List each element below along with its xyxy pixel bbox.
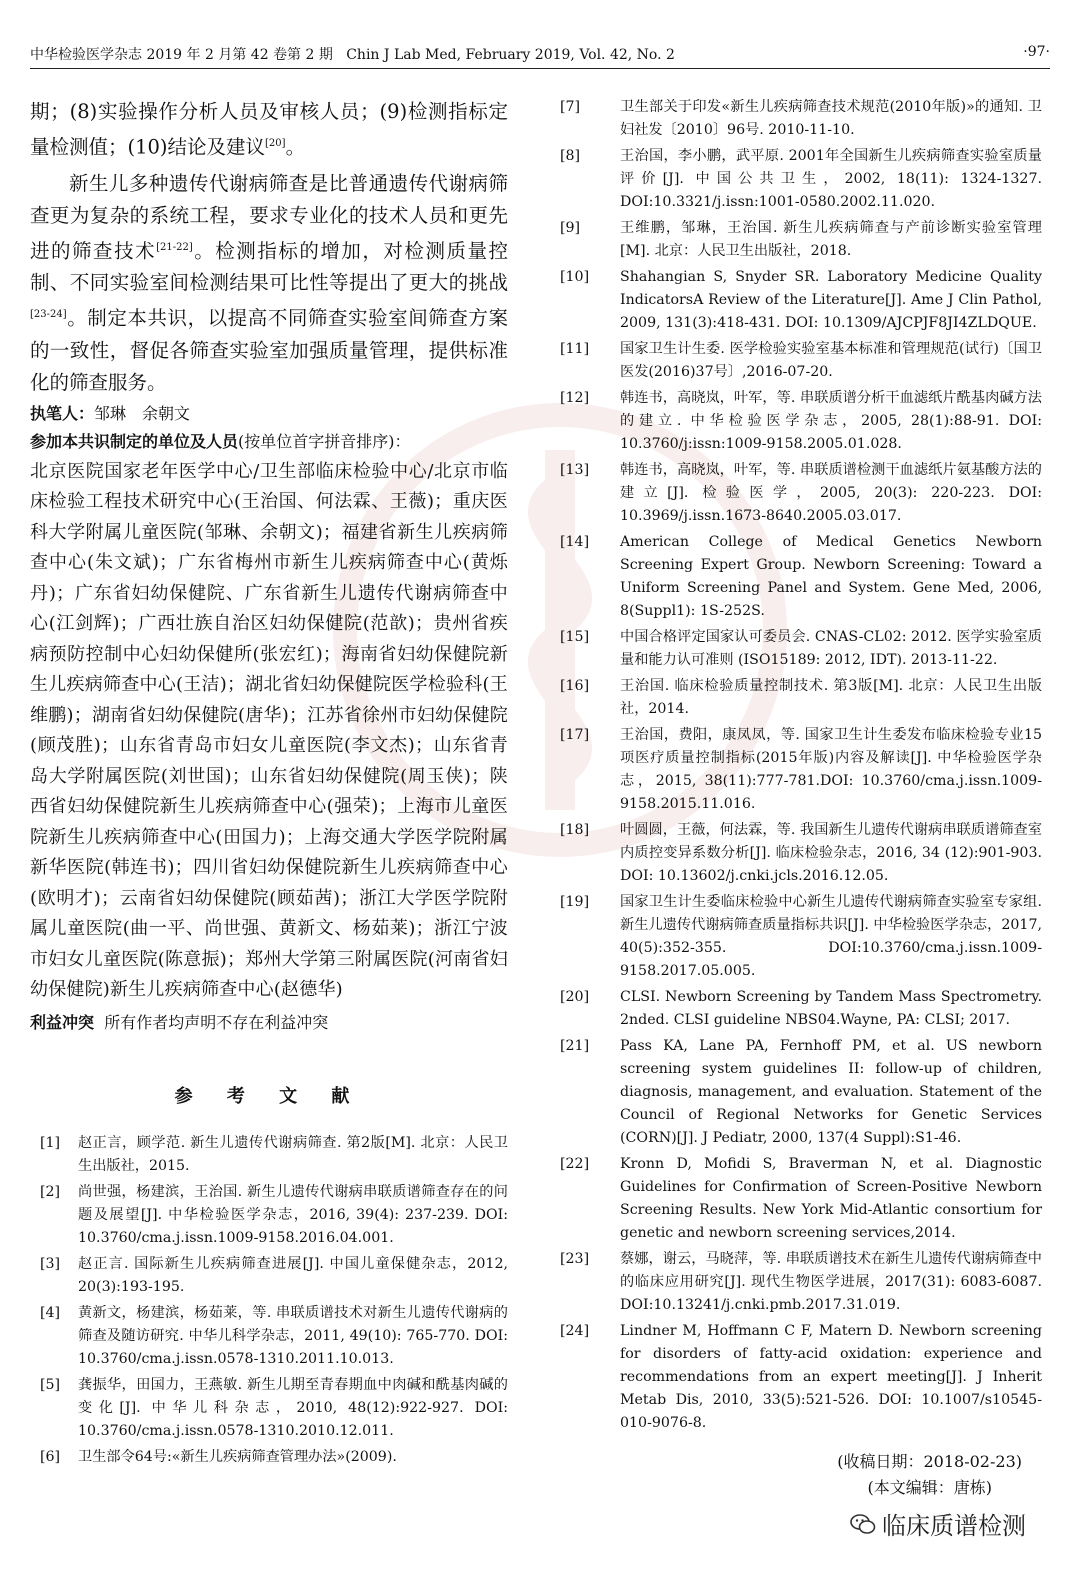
reference-number: [24] — [560, 1323, 590, 1339]
reference-number: [12] — [560, 390, 590, 406]
reference-text: 王维鹏，邹琳，王治国. 新生儿疾病筛查与产前诊断实验室管理[M]. 北京：人民卫生出版社，2018. — [620, 220, 1042, 259]
reference-number: [3] — [40, 1255, 61, 1272]
reference-item — [30, 1302, 508, 1371]
reference-item — [560, 531, 1042, 623]
reference-number: [10] — [560, 269, 590, 285]
reference-text: 韩连书，高晓岚，叶军，等. 串联质谱检测干血滤纸片氨基酸方法的建立[J]. 检验医学，2005, 20(3): 220-223. DOI: 10.3969/j.issn.1673-8640.2005.03.017. — [620, 462, 1042, 524]
right-column — [560, 96, 1042, 1501]
running-header — [30, 44, 1050, 69]
reference-text: 韩连书，高晓岚，叶军，等. 串联质谱分析干血滤纸片酰基肉碱方法的建立. 中华检验医学杂志，2005, 28(1):88-91. DOI: 10.3760/j:issn:1009-9158.2005.01.028. — [620, 390, 1042, 452]
reference-number: [18] — [560, 822, 590, 838]
reference-number: [13] — [560, 462, 590, 478]
reference-number: [7] — [560, 99, 581, 115]
citation: [20] — [265, 138, 286, 149]
reference-item — [30, 1374, 508, 1443]
reference-number: [15] — [560, 629, 590, 645]
citation: [21-22] — [156, 241, 193, 253]
reference-item — [560, 338, 1042, 384]
reference-list-right — [560, 96, 1042, 1435]
brand-name: 临床质谱检测 — [882, 1512, 1026, 1540]
paragraph-2 — [30, 168, 508, 399]
reference-number: [22] — [560, 1156, 590, 1172]
reference-number: [2] — [40, 1183, 61, 1200]
paragraph-1 — [30, 96, 508, 164]
reference-number: [21] — [560, 1038, 590, 1054]
para2b-text: 。检测指标的增加，对检测质量控制、不同实验室间检测结果可比性等提出了更大的挑战 — [30, 239, 508, 294]
reference-text: 尚世强，杨建滨，王治国. 新生儿遗传代谢病串联质谱筛查存在的问题及展望[J]. 中华检验医学杂志，2016, 39(4): 237-239. DOI: 10.3760/cma.j.issn.1009-9158.2016.04.001. — [78, 1183, 508, 1246]
reference-text: 黄新文，杨建滨，杨茹莱，等. 串联质谱技术对新生儿遗传代谢病的筛查及随访研究. 中华儿科学杂志，2011, 49(10): 765-770. DOI: 10.3760/cma.j.issn.0578-1310.2011.10.013. — [78, 1304, 508, 1367]
reference-number: [20] — [560, 989, 590, 1005]
writers-line — [30, 401, 508, 427]
conflict-label: 利益冲突 — [30, 1012, 95, 1032]
reference-item — [560, 387, 1042, 456]
reference-text: 中国合格评定国家认可委员会. CNAS-CL02: 2012. 医学实验室质量和能力认可准则 (ISO15189: 2012, IDT). 2013-11-22. — [620, 629, 1042, 668]
reference-number: [16] — [560, 678, 590, 694]
reference-text: 国家卫生计生委. 医学检验实验室基本标准和管理规范(试行)〔国卫医发(2016)37号〕,2016-07-20. — [620, 341, 1042, 380]
reference-item — [560, 145, 1042, 214]
reference-text: 赵正言. 国际新生儿疾病筛查进展[J]. 中国儿童保健杂志，2012, 20(3):193-195. — [78, 1255, 508, 1295]
reference-number: [1] — [40, 1134, 61, 1151]
reference-text: 国家卫生计生委临床检验中心新生儿遗传代谢病筛查实验室专家组. 新生儿遗传代谢病筛查质量指标共识[J]. 中华检验医学杂志，2017, 40(5):352-355. DOI:10.3760/cma.j.issn.1009-9158.2017.05.005. — [620, 894, 1042, 979]
reference-item — [560, 819, 1042, 888]
para2c-text: 。制定本共识，以提高不同筛查实验室间筛查方案的一致性，督促各筛查实验室加强质量管理，提供标准化的筛查服务。 — [30, 306, 508, 394]
citation: [23-24] — [30, 309, 67, 320]
reference-text: American College of Medical Genetics Newborn Screening Expert Group. Newborn Screening: Toward a Uniform Screening Panel and System. Gene Med, 2006, 8(Suppl1): 1S-252S. — [620, 534, 1042, 619]
reference-text: 龚振华，田国力，王燕敏. 新生儿期至青春期血中肉碱和酰基肉碱的变化[J]. 中华儿科杂志，2010, 48(12):922-927. DOI: 10.3760/cma.j.issn.0578-1310.2010.12.011. — [78, 1376, 508, 1439]
reference-item — [560, 1035, 1042, 1150]
writers: 邹琳 余朝文 — [94, 403, 191, 423]
editor-line: (本文编辑：唐栋) — [867, 1478, 992, 1497]
reference-number: [17] — [560, 727, 590, 743]
units-label: 参加本共识制定的单位及人员 — [30, 431, 239, 451]
header-journal-en: Chin J Lab Med, February 2019, Vol. 42, No. 2 — [346, 47, 675, 63]
header-journal — [30, 44, 675, 64]
reference-number: [14] — [560, 534, 590, 550]
reference-text: 王治国，李小鹏，武平原. 2001年全国新生儿疾病筛查实验室质量评价[J]. 中国公共卫生，2002, 18(11): 1324-1327. DOI:10.3321/j.issn:1001-0580.2002.11.020. — [620, 148, 1042, 210]
reference-number: [4] — [40, 1304, 61, 1321]
para1-text: 期；(8)实验操作分析人员及审核人员；(9)检测指标定量检测值；(10)结论及建议 — [30, 100, 508, 159]
reference-text: Lindner M, Hoffmann C F, Matern D. Newborn screening for disorders of fatty-acid oxidation: experience and recommendations from an expert meeting[J]. J Inherit Metab Dis, 2010, 33(5):521-526. DOI: 10.1007/s10545-010-9076-8. — [620, 1323, 1042, 1431]
reference-text: 叶圆圆，王薇，何法霖，等. 我国新生儿遗传代谢病串联质谱筛查室内质控变异系数分析[J]. 临床检验杂志，2016, 34 (12):901-903. DOI: 10.13602/j.cnki.jcls.2016.12.05. — [620, 822, 1042, 884]
reference-item — [30, 1253, 508, 1299]
reference-text: Kronn D, Mofidi S, Braverman N, et al. Diagnostic Guidelines for Confirmation of Screen-Positive Newborn Screening Results. New York Mid-Atlantic consortium for genetic and newborn screening services,2014. — [620, 1156, 1042, 1241]
reference-text: Pass KA, Lane PA, Fernhoff PM, et al. US newborn screening system guidelines II: follow-up of children, diagnosis, management, and evaluation. Statement of the Council of Regional Networks for Genetic Services (CORN)[J]. J Pediatr, 2000, 137(4 Suppl):S1-46. — [620, 1038, 1042, 1146]
footer-brand — [850, 1506, 1026, 1541]
reference-item — [560, 266, 1042, 335]
page-number: ·97· — [1023, 44, 1050, 60]
para1-end: 。 — [285, 135, 306, 159]
reference-item — [560, 986, 1042, 1032]
reference-number: [11] — [560, 341, 590, 357]
reference-text: 卫生部令64号:«新生儿疾病筛查管理办法»(2009). — [78, 1448, 397, 1465]
reference-text: 卫生部关于印发«新生儿疾病筛查技术规范(2010年版)»的通知. 卫妇社发〔2010〕96号. 2010-11-10. — [620, 99, 1042, 138]
references-title: 参 考 文 献 — [174, 1085, 364, 1107]
reference-number: [6] — [40, 1448, 61, 1465]
writers-label: 执笔人： — [30, 403, 95, 423]
reference-text: 蔡娜，谢云，马晓萍，等. 串联质谱技术在新生儿遗传代谢病筛查中的临床应用研究[J]. 现代生物医学进展，2017(31): 6083-6087. DOI:10.13241/j.cnki.pmb.2017.31.019. — [620, 1251, 1042, 1313]
reference-item — [560, 459, 1042, 528]
reference-text: CLSI. Newborn Screening by Tandem Mass Spectrometry. 2nded. CLSI guideline NBS04.Wayne, PA: CLSI; 2017. — [620, 989, 1042, 1028]
reference-text: Shahangian S, Snyder SR. Laboratory Medicine Quality IndicatorsA Review of the Literature[J]. Ame J Clin Pathol, 2009, 131(3):418-431. DOI: 10.1309/AJCPJF8JI4ZLDQUE. — [620, 269, 1042, 331]
reference-text: 王治国. 临床检验质量控制技术. 第3版[M]. 北京：人民卫生出版社，2014. — [620, 678, 1042, 717]
left-column — [30, 96, 508, 1472]
reference-item — [30, 1446, 508, 1469]
reference-item — [560, 626, 1042, 672]
reference-item — [30, 1132, 508, 1178]
reference-item — [560, 724, 1042, 816]
reference-text: 赵正言，顾学范. 新生儿遗传代谢病筛查. 第2版[M]. 北京：人民卫生出版社，2015. — [78, 1134, 508, 1174]
units-note: (按单位首字拼音排序)： — [238, 431, 411, 451]
received-date: (收稿日期：2018-02-23) — [837, 1452, 1022, 1471]
reference-item — [560, 1320, 1042, 1435]
units-heading — [30, 429, 508, 455]
reference-number: [19] — [560, 894, 590, 910]
para2a-text: 新生儿多种遗传代谢病筛查是比普通遗传代谢病筛查更为复杂的系统工程，要求专业化的技术人员和更先进的筛查技术 — [30, 171, 508, 262]
wechat-icon — [850, 1513, 876, 1535]
reference-item — [560, 1153, 1042, 1245]
reference-number: [23] — [560, 1251, 590, 1267]
reference-text: 王治国，费阳，康凤凤，等. 国家卫生计生委发布临床检验专业15项医疗质量控制指标(2015年版)内容及解读[J]. 中华检验医学杂志，2015, 38(11):777-781.DOI: 10.3760/cma.j.issn.1009-9158.2015.11.016. — [620, 727, 1042, 812]
reference-number: [8] — [560, 148, 581, 164]
reference-item — [560, 1248, 1042, 1317]
reference-number: [9] — [560, 220, 581, 236]
reference-list-left — [30, 1132, 508, 1469]
conflict-line — [30, 1010, 508, 1036]
reference-item — [560, 891, 1042, 983]
reference-item — [560, 217, 1042, 263]
header-journal-cn: 中华检验医学杂志 2019 年 2 月第 42 卷第 2 期 — [30, 47, 333, 63]
reference-item — [560, 675, 1042, 721]
conflict-text: 所有作者均声明不存在利益冲突 — [104, 1012, 329, 1032]
participating-units: 北京医院国家老年医学中心/卫生部临床检验中心/北京市临床检验工程技术研究中心(王治国、何法霖、王薇)；重庆医科大学附属儿童医院(邹琳、余朝文)；福建省新生儿疾病筛查中心(朱文斌)；广东省梅州市新生儿疾病筛查中心(黄烁丹)；广东省妇幼保健院、广东省新生儿遗传代谢病筛查中心(江剑辉)；广西壮族自治区妇幼保健院(范歆)；贵州省疾病预防控制中心妇幼保健所(张宏红)；海南省妇幼保健院新生儿疾病筛查中心(王洁)；湖北省妇幼保健院医学检验科(王维鹏)；湖南省妇幼保健院(唐华)；江苏省徐州市妇幼保健院(顾茂胜)；山东省青岛市妇女儿童医院(李文杰)；山东省青岛大学附属医院(刘世国)；山东省妇幼保健院(周玉侠)；陕西省妇幼保健院新生儿疾病筛查中心(强荣)；上海市儿童医院新生儿疾病筛查中心(田国力)；上海交通大学医学院附属新华医院(韩连书)；四川省妇幼保健院新生儿疾病筛查中心(欧明才)；云南省妇幼保健院(顾茹茜)；浙江大学医学院附属儿童医院(曲一平、尚世强、黄新文、杨茹莱)；浙江宁波市妇女儿童医院(陈意振)；郑州大学第三附属医院(河南省妇幼保健院)新生儿疾病筛查中心(赵德华) — [30, 460, 508, 1000]
reference-item — [560, 96, 1042, 142]
reference-item — [30, 1181, 508, 1250]
reference-number: [5] — [40, 1376, 61, 1393]
